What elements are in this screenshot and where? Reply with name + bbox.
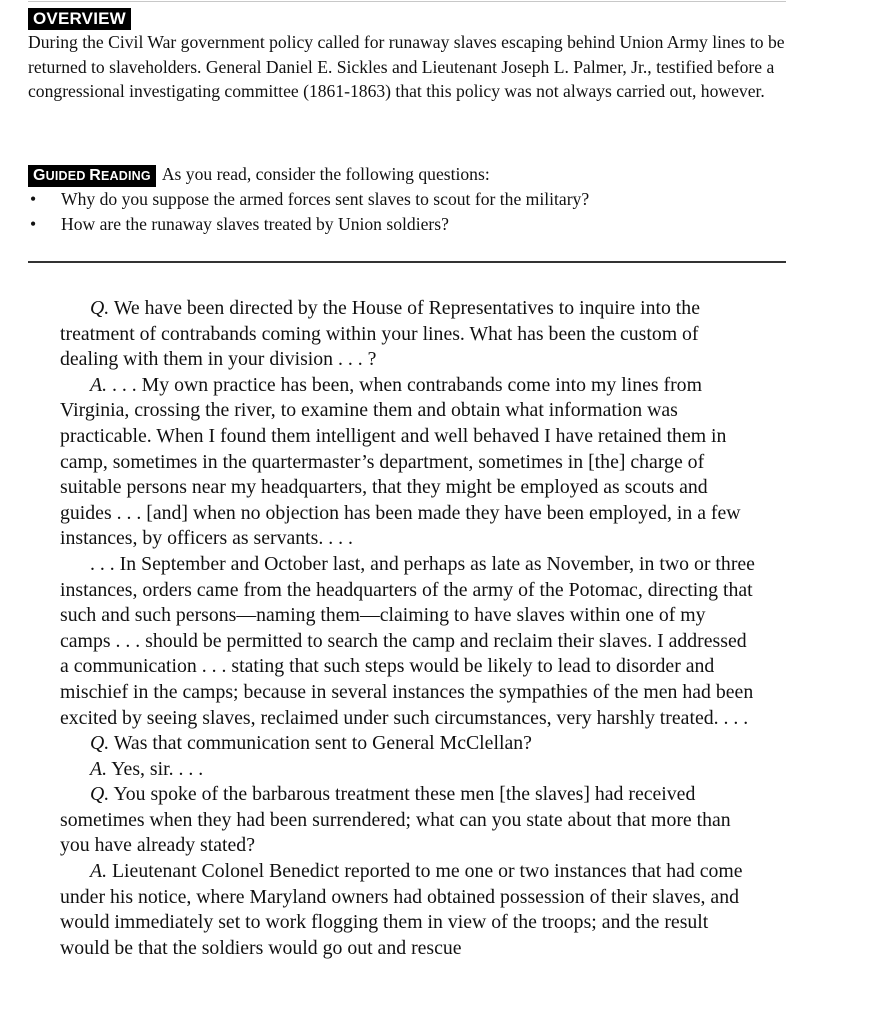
paragraph [60, 782, 760, 859]
guided-reading-header [28, 162, 788, 187]
paragraph-text: You spoke of the barbarous treatment these men [the slaves] had received sometimes when they had been surrendered; what can you state about that more than you have already stated? [60, 783, 731, 857]
bullet-icon: • [30, 213, 37, 234]
list-item [28, 212, 788, 237]
guided-questions-list [28, 187, 788, 236]
paragraph [60, 859, 760, 961]
speaker-label: A. [90, 757, 108, 780]
guided-reading-intro: As you read, consider the following questions: [161, 164, 490, 184]
speaker-label: A. [90, 373, 108, 396]
question-text: Why do you suppose the armed forces sent slaves to scout for the military? [61, 189, 590, 209]
list-item [28, 187, 788, 212]
guided-reading-section [28, 162, 788, 236]
paragraph [60, 373, 760, 552]
section-divider [28, 261, 786, 263]
speaker-label: A. [90, 860, 108, 883]
paragraph-text: . . . In September and October last, and perhaps as late as November, in two or three instances, orders came from the headquarters of the army of the Potomac, directing that such and such persons—naming them—claiming to have slaves within one of my camps . . . should be permitted to search the camp and reclaim their slaves. I addressed a communication . . . stating that such steps would be likely to lead to disorder and mischief in the camps; because in several instances the sympathies of the men had been excited by seeing slaves, reclaimed under such circumstances, very harshly treated. . . . [60, 552, 755, 729]
paragraph [60, 731, 760, 757]
paragraph-text: Lieutenant Colonel Benedict reported to me one or two instances that had come under his notice, where Maryland owners had obtained possession of their slaves, and would immediately set to work flogging them in view of the troops; and the result would be that the soldiers would go out and rescue [60, 860, 743, 959]
paragraph-text: . . . My own practice has been, when contrabands come into my lines from Virginia, crossing the river, to examine them and obtain what information was practicable. When I found them intelligent and well behaved I have retained them in camp, sometimes in the quartermaster’s department, sometimes in [the] charge of suitable persons near my headquarters, that they might be employed as scouts and guides . . . [and] when no objection has been made they have been employed, in a few instances, by officers as servants. . . . [60, 373, 741, 550]
overview-text: During the Civil War government policy called for runaway slaves escaping behind Union Army lines to be returned to slaveholders. General Daniel E. Sickles and Lieutenant Joseph L. Palmer, Jr., testified before a congressional investigating committee (1861-1863) that this policy was not always carried out, however. [28, 32, 785, 101]
guided-reading-label [28, 165, 156, 187]
speaker-label: Q. [90, 732, 110, 755]
overview-section [28, 8, 788, 104]
label-initial-g: G [33, 167, 46, 184]
label-rest-uided: UIDED [45, 169, 90, 183]
overview-label: OVERVIEW [28, 8, 131, 30]
paragraph [60, 552, 760, 731]
paragraph-text: Was that communication sent to General McClellan? [109, 732, 532, 755]
paragraph [60, 757, 760, 783]
speaker-label: Q. [90, 783, 110, 806]
label-rest-eading: EADING [101, 169, 151, 183]
question-text: How are the runaway slaves treated by Union soldiers? [61, 213, 449, 234]
paragraph [60, 296, 760, 373]
paragraph-text: We have been directed by the House of Representatives to inquire into the treatment of contrabands coming within your lines. What has been the custom of dealing with them in your division . . . ? [60, 297, 700, 371]
paragraph-text: Yes, sir. . . . [107, 757, 204, 780]
testimony-text [60, 296, 760, 961]
top-divider [28, 1, 786, 2]
label-initial-r: R [89, 167, 101, 184]
bullet-icon: • [30, 189, 37, 209]
speaker-label: Q. [90, 297, 110, 319]
